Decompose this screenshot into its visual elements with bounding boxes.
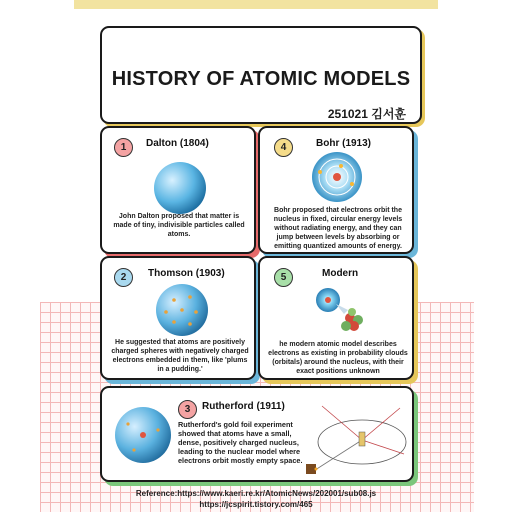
title-card	[100, 26, 422, 124]
card-text: Bohr proposed that electrons orbit the nucleus in fixed, circular energy levels without radiating energy, and they can jump between levels by absorbing or emitting quantized amounts of energy.	[273, 207, 403, 250]
thomson-pudding-atom-icon	[152, 282, 212, 338]
card-heading: Bohr (1913)	[316, 138, 372, 149]
step-number: 5	[274, 268, 293, 287]
author-label: 251021 김서훈	[327, 107, 406, 121]
card-text: Rutherford's gold foil experiment showed that atoms have a small, dense, positively charged nucleus, leading to the nuclear model where electrons orbit mostly empty space.	[178, 420, 303, 465]
step-number: 4	[274, 138, 293, 157]
card-thomson	[100, 256, 256, 380]
reference-link[interactable]: https://jcspirit.tistory.com/465	[199, 500, 313, 509]
card-text: he modern atomic model describes electrons as existing in probability clouds (orbitals) around the nucleus, with their exact positions unknown	[268, 341, 408, 375]
card-modern	[258, 256, 414, 380]
card-heading: Rutherford (1911)	[202, 401, 285, 412]
step-number: 2	[114, 268, 133, 287]
card-text: He suggested that atoms are positively charged spheres with negatively charged electrons embedded in them, like 'plums in a pudding.'	[111, 339, 249, 373]
card-heading: Dalton (1804)	[146, 138, 209, 149]
reference-text: Reference:https://www.kaeri.re.kr/AtomicNews/202001/sub08.js	[135, 489, 377, 498]
card-rutherford	[100, 386, 414, 482]
card-text: John Dalton proposed that matter is made of tiny, indivisible particles called atoms.	[113, 213, 245, 238]
page-title: HISTORY OF ATOMIC MODELS	[111, 68, 411, 90]
step-number: 1	[114, 138, 133, 157]
gold-foil-diagram-icon	[304, 394, 410, 478]
top-accent-bar	[74, 0, 438, 9]
bohr-atom-icon	[306, 150, 368, 204]
card-heading: Thomson (1903)	[148, 268, 225, 279]
card-dalton	[100, 126, 256, 254]
modern-atom-icon	[308, 284, 372, 336]
dalton-sphere-icon	[150, 158, 210, 218]
step-number: 3	[178, 400, 197, 419]
card-bohr	[258, 126, 414, 254]
card-heading: Modern	[322, 268, 359, 279]
rutherford-atom-icon	[112, 404, 174, 466]
